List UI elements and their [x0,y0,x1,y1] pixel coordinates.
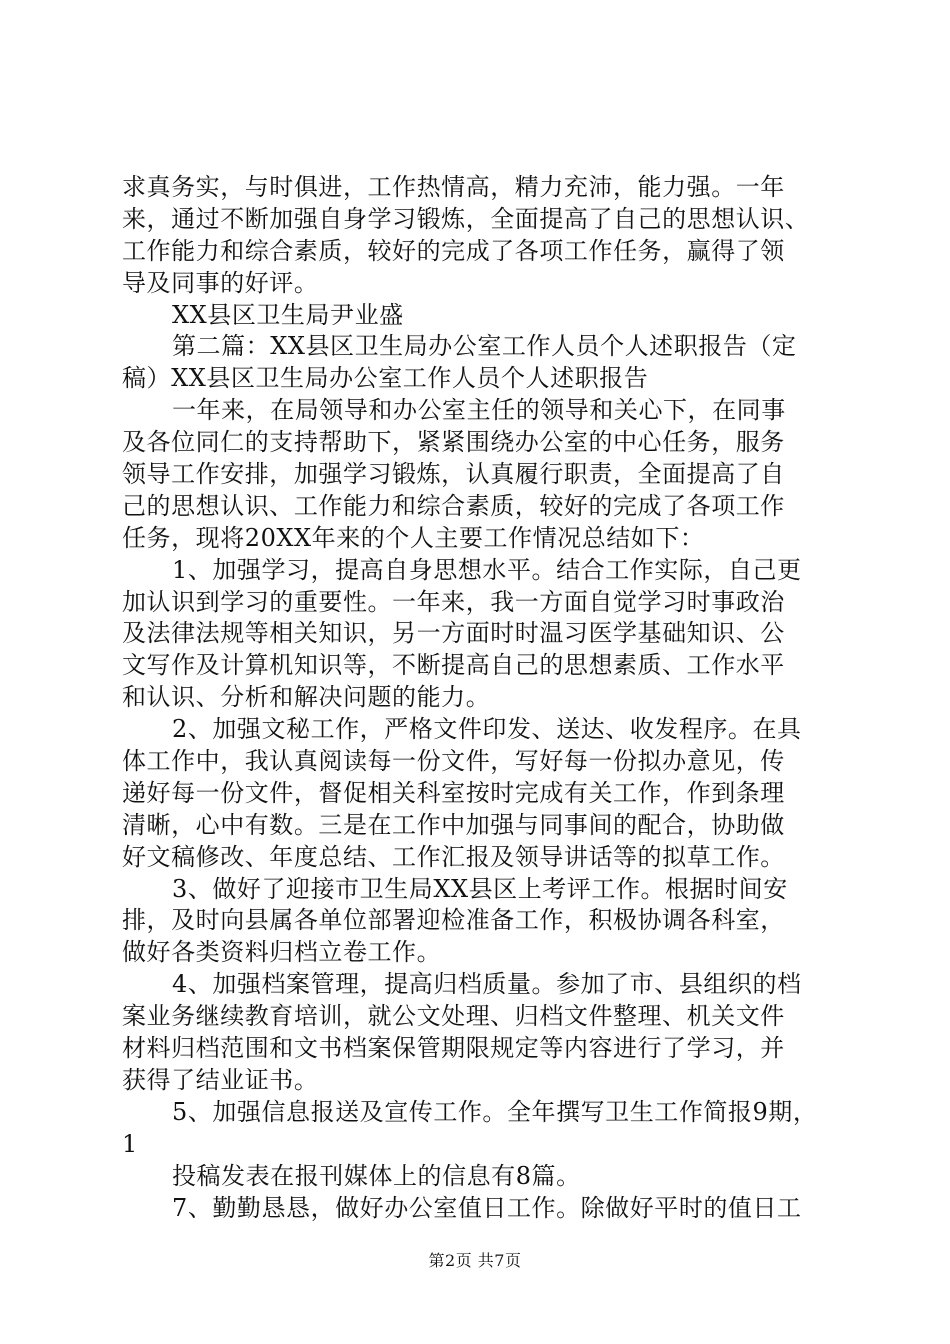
text-line: 第二篇：XX县区卫生局办公室工作人员个人述职报告（定 [172,332,797,361]
document-body [122,172,842,1224]
text-line: 获得了结业证书。 [122,1065,319,1094]
text-line: 及法律法规等相关知识，另一方面时时温习医学基础知识、公 [122,619,785,648]
text-line: 稿）XX县区卫生局办公室工作人员个人述职报告 [122,364,649,393]
text-line: 文写作及计算机知识等，不断提高自己的思想素质、工作水平 [122,651,785,680]
text-line: 好文稿修改、年度总结、工作汇报及领导讲话等的拟草工作。 [122,842,785,871]
text-line: 投稿发表在报刊媒体上的信息有8篇。 [172,1161,581,1190]
text-line: 3、做好了迎接市卫生局XX县区上考评工作。根据时间安 [172,874,788,903]
page-number: 第2页 共7页 [428,1251,522,1270]
text-line: 和认识、分析和解决问题的能力。 [122,683,491,712]
text-line: 4、加强档案管理，提高归档质量。参加了市、县组织的档 [172,970,802,999]
text-line: 己的思想认识、工作能力和综合素质，较好的完成了各项工作 [122,491,785,520]
text-line: 导及同事的好评。 [122,268,319,297]
text-line: XX县区卫生局尹业盛 [172,300,404,329]
text-line: 求真务实，与时俱进，工作热情高，精力充沛，能力强。一年 [122,173,785,201]
text-line: 做好各类资料归档立卷工作。 [122,938,442,967]
text-line: 排，及时向县属各单位部署迎检准备工作，积极协调各科室， [122,906,785,935]
text-line: 体工作中，我认真阅读每一份文件，写好每一份拟办意见，传 [122,747,785,776]
text-line: 2、加强文秘工作，严格文件印发、送达、收发程序。在具 [172,715,802,744]
text-line: 及各位同仁的支持帮助下，紧紧围绕办公室的中心任务，服务 [122,428,785,457]
text-line: 5、加强信息报送及宣传工作。全年撰写卫生工作简报9期， [172,1097,818,1126]
text-line: 材料归档范围和文书档案保管期限规定等内容进行了学习，并 [122,1034,785,1063]
text-line: 领导工作安排，加强学习锻炼，认真履行职责，全面提高了自 [122,460,785,489]
text-line: 递好每一份文件，督促相关科室按时完成有关工作，作到条理 [122,778,785,807]
text-line: 清晰，心中有数。三是在工作中加强与同事间的配合，协助做 [122,810,785,839]
text-line: 加认识到学习的重要性。一年来，我一方面自觉学习时事政治 [122,587,785,616]
text-line: 1、加强学习，提高自身思想水平。结合工作实际，自己更 [172,555,802,584]
text-line: 来，通过不断加强自身学习锻炼，全面提高了自己的思想认识、 [122,204,810,233]
text-line: 案业务继续教育培训，就公文处理、归档文件整理、机关文件 [122,1002,785,1031]
text-line: 1 [122,1129,138,1158]
text-line: 工作能力和综合素质，较好的完成了各项工作任务，赢得了领 [122,236,785,265]
text-line: 一年来，在局领导和办公室主任的领导和关心下，在同事 [172,396,786,425]
text-line: 7、勤勤恳恳，做好办公室值日工作。除做好平时的值日工 [172,1193,802,1222]
text-line: 任务，现将20XX年来的个人主要工作情况总结如下： [122,523,705,552]
